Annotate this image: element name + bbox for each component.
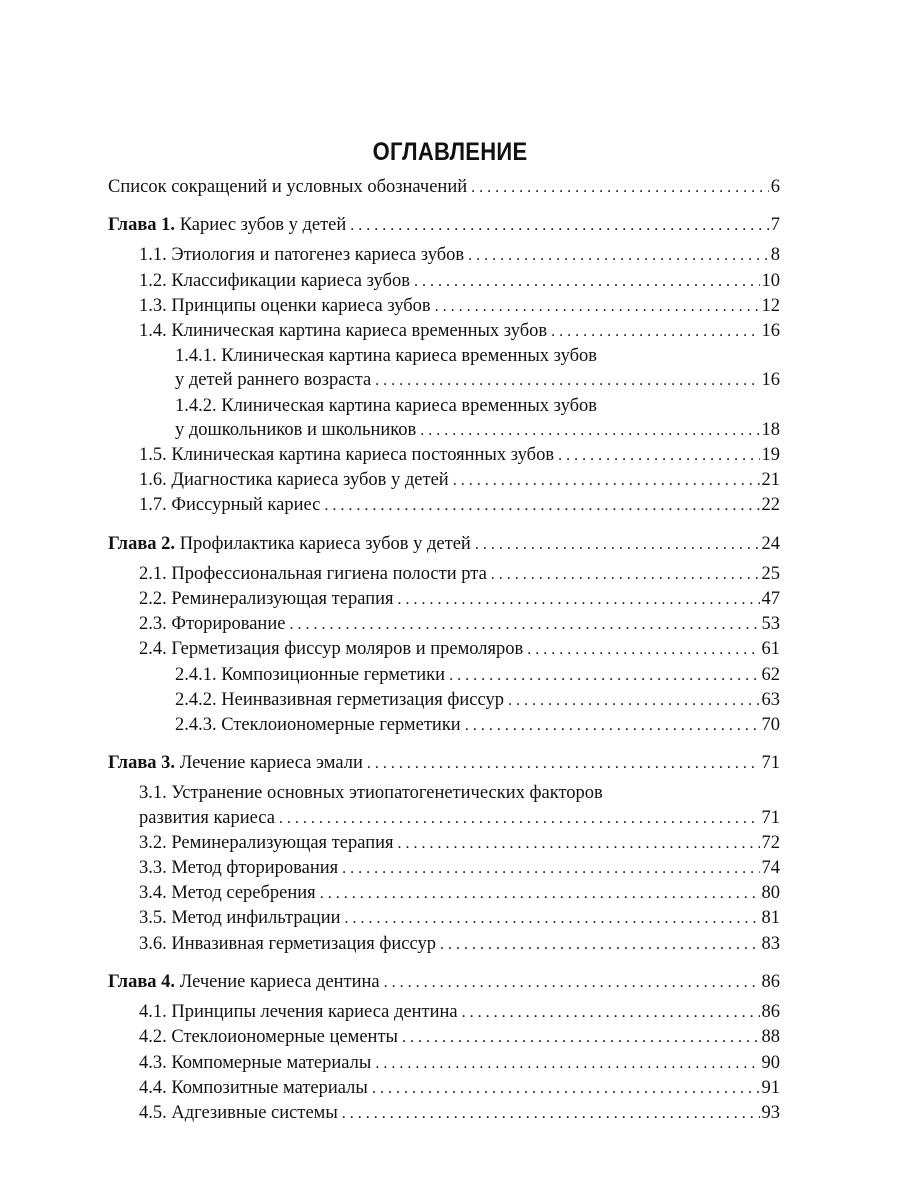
- toc-page-number: 71: [761, 753, 780, 774]
- toc-section-4-5[interactable]: [108, 1101, 780, 1126]
- toc-page-number: 63: [761, 689, 780, 710]
- toc-page-number: 16: [761, 370, 780, 391]
- dot-leader: [551, 320, 759, 344]
- toc-subsection-1-4-1-line1[interactable]: 1.4.1. Клиническая картина кариеса временных зубов: [175, 346, 597, 367]
- toc-section-1-5[interactable]: [108, 443, 780, 468]
- toc-entry-label: 3.6. Инвазивная герметизация фиссур: [139, 933, 436, 954]
- toc-page-number: 25: [761, 563, 780, 584]
- dot-leader: [342, 857, 759, 881]
- dot-leader: [508, 689, 760, 713]
- toc-section-2-2[interactable]: [108, 587, 780, 612]
- dot-leader: [398, 832, 760, 856]
- dot-leader: [420, 419, 759, 443]
- toc-entry-label: 1.5. Клиническая картина кариеса постоянных зубов: [139, 445, 555, 466]
- toc-chapter-3[interactable]: [108, 751, 780, 776]
- toc-entry-label: 2.1. Профессиональная гигиена полости рта: [139, 563, 487, 584]
- toc-page-number: 86: [761, 1002, 780, 1023]
- toc-entry-label: 2.3. Фторирование: [139, 614, 286, 635]
- dot-leader: [375, 1052, 759, 1076]
- dot-leader: [324, 494, 759, 518]
- chapter-prefix: Глава 1.: [108, 215, 176, 236]
- dot-leader: [398, 588, 760, 612]
- toc-section-3-4[interactable]: [108, 881, 780, 906]
- toc-entry-label: 3.4. Метод серебрения: [139, 883, 316, 904]
- toc-section-3-6[interactable]: [108, 932, 780, 957]
- toc-entry-label: 4.3. Компомерные материалы: [139, 1052, 372, 1073]
- dot-leader: [527, 638, 759, 662]
- dot-leader: [345, 907, 760, 931]
- toc-page-number: 91: [761, 1077, 780, 1098]
- toc-section-2-1[interactable]: [108, 562, 780, 587]
- dot-leader: [375, 369, 759, 393]
- dot-leader: [471, 176, 769, 200]
- dot-leader: [279, 807, 760, 831]
- dot-leader: [435, 295, 760, 319]
- toc-page-number: 61: [761, 639, 780, 660]
- toc-page-number: 8: [770, 245, 780, 266]
- toc-section-1-4[interactable]: [108, 319, 780, 344]
- toc-section-4-1[interactable]: [108, 1000, 780, 1025]
- toc-page-number: 24: [761, 533, 780, 554]
- dot-leader: [491, 563, 760, 587]
- dot-leader: [384, 971, 760, 995]
- toc-page-number: 83: [761, 933, 780, 954]
- toc-page-number: 19: [761, 445, 780, 466]
- toc-entry-label: 3.3. Метод фторирования: [139, 858, 339, 879]
- toc-subsection-2-4-2[interactable]: [108, 688, 780, 713]
- dot-leader: [372, 1077, 760, 1101]
- toc-entry-label: 2.4.2. Неинвазивная герметизация фиссур: [175, 689, 504, 710]
- dot-leader: [558, 444, 759, 468]
- chapter-prefix: Глава 2.: [108, 533, 176, 554]
- toc-entry-label: 4.1. Принципы лечения кариеса дентина: [139, 1002, 458, 1023]
- toc-subsection-1-4-2-line1[interactable]: 1.4.2. Клиническая картина кариеса временных зубов: [175, 395, 597, 416]
- toc-subsection-2-4-1[interactable]: [108, 663, 780, 688]
- toc-entry-label: 1.7. Фиссурный кариес: [139, 495, 321, 516]
- dot-leader: [320, 882, 760, 906]
- toc-entry-label: 4.4. Композитные материалы: [139, 1077, 368, 1098]
- chapter-prefix: Глава 3.: [108, 753, 176, 774]
- toc-page-number: 16: [761, 321, 780, 342]
- toc-entry-label: 2.4.1. Композиционные герметики: [175, 664, 446, 685]
- dot-leader: [465, 714, 760, 738]
- toc-entry-label: 2.4.3. Стеклоиономерные герметики: [175, 715, 461, 736]
- toc-subsection-2-4-3[interactable]: [108, 713, 780, 738]
- toc-section-1-1[interactable]: [108, 243, 780, 268]
- toc-entry-label: 1.3. Принципы оценки кариеса зубов: [139, 295, 431, 316]
- dot-leader: [453, 469, 760, 493]
- toc-entry-label: 1.2. Классификации кариеса зубов: [139, 270, 410, 291]
- toc-page-number: 93: [761, 1102, 780, 1123]
- chapter-prefix: Глава 4.: [108, 971, 176, 992]
- toc-subsection-1-4-2[interactable]: [108, 418, 780, 443]
- toc-section-3-3[interactable]: [108, 856, 780, 881]
- toc-entry-label: Профилактика кариеса зубов у детей: [179, 533, 471, 554]
- toc-page-number: 47: [761, 589, 780, 610]
- toc-section-3-1[interactable]: [108, 806, 780, 831]
- toc-entry-label: 2.2. Реминерализующая терапия: [139, 589, 394, 610]
- dot-leader: [440, 933, 760, 957]
- toc-entry-label: 3.5. Метод инфильтрации: [139, 908, 341, 929]
- toc-entry-label: Лечение кариеса эмали: [179, 753, 363, 774]
- dot-leader: [289, 613, 759, 637]
- dot-leader: [367, 752, 760, 776]
- toc-entry-label: у детей раннего возраста: [175, 370, 372, 391]
- dot-leader: [402, 1026, 760, 1050]
- toc-section-1-2[interactable]: [108, 269, 780, 294]
- toc-section-3-2[interactable]: [108, 831, 780, 856]
- toc-page-number: 80: [761, 883, 780, 904]
- dot-leader: [475, 533, 760, 557]
- toc-page-number: 6: [770, 177, 780, 197]
- dot-leader: [342, 1102, 760, 1126]
- table-of-contents: [108, 175, 780, 1126]
- toc-chapter-2[interactable]: [108, 532, 780, 557]
- toc-page-number: 88: [761, 1027, 780, 1048]
- toc-section-3-5[interactable]: [108, 906, 780, 931]
- toc-entry-label: Список сокращений и условных обозначений: [108, 177, 468, 197]
- toc-entry-label: 4.2. Стеклоиономерные цементы: [139, 1027, 398, 1048]
- toc-section-1-3[interactable]: [108, 294, 780, 319]
- toc-page-number: 53: [761, 614, 780, 635]
- toc-page-number: 7: [770, 215, 780, 236]
- toc-page-number: 22: [761, 495, 780, 516]
- toc-page-number: 12: [761, 295, 780, 316]
- toc-entry-label: 1.6. Диагностика кариеса зубов у детей: [139, 470, 449, 491]
- toc-section-4-3[interactable]: [108, 1051, 780, 1076]
- toc-entry-label: Кариес зубов у детей: [179, 215, 347, 236]
- toc-page-number: 70: [761, 715, 780, 736]
- toc-entry-label: 2.4. Герметизация фиссур моляров и премоляров: [139, 639, 524, 660]
- dot-leader: [462, 1001, 760, 1025]
- toc-page-number: 21: [761, 470, 780, 491]
- toc-page-number: 62: [761, 664, 780, 685]
- dot-leader: [468, 244, 769, 268]
- toc-section-4-2[interactable]: [108, 1025, 780, 1050]
- toc-chapter-4[interactable]: [108, 970, 780, 995]
- toc-entry-label: Лечение кариеса дентина: [179, 971, 380, 992]
- toc-entry-label: 1.4. Клиническая картина кариеса временных зубов: [139, 321, 548, 342]
- toc-entry-abbreviations[interactable]: [108, 175, 780, 200]
- toc-section-2-3[interactable]: [108, 612, 780, 637]
- toc-section-1-6[interactable]: [108, 468, 780, 493]
- toc-chapter-1[interactable]: [108, 213, 780, 238]
- dot-leader: [350, 214, 768, 238]
- toc-page-number: 10: [761, 270, 780, 291]
- toc-entry-label: 3.2. Реминерализующая терапия: [139, 832, 394, 853]
- dot-leader: [414, 270, 760, 294]
- toc-subsection-1-4-1[interactable]: [108, 368, 780, 393]
- page-title: ОГЛАВЛЕНИЕ: [372, 138, 528, 166]
- toc-section-4-4[interactable]: [108, 1076, 780, 1101]
- dot-leader: [449, 664, 759, 688]
- toc-page-number: 86: [761, 971, 780, 992]
- toc-page-number: 18: [761, 419, 780, 440]
- toc-page-number: 71: [761, 807, 780, 828]
- toc-page-number: 72: [761, 832, 780, 853]
- toc-page-number: 81: [761, 908, 780, 929]
- toc-entry-label: 1.1. Этиология и патогенез кариеса зубов: [139, 245, 465, 266]
- toc-section-3-1-line1[interactable]: 3.1. Устранение основных этиопатогенетических факторов: [139, 783, 603, 804]
- toc-entry-label: развития кариеса: [139, 807, 275, 828]
- toc-entry-label: 4.5. Адгезивные системы: [139, 1102, 338, 1123]
- toc-page-number: 90: [761, 1052, 780, 1073]
- toc-entry-label: у дошкольников и школьников: [175, 419, 417, 440]
- toc-section-2-4[interactable]: [108, 637, 780, 662]
- toc-page-number: 74: [761, 858, 780, 879]
- toc-section-1-7[interactable]: [108, 493, 780, 518]
